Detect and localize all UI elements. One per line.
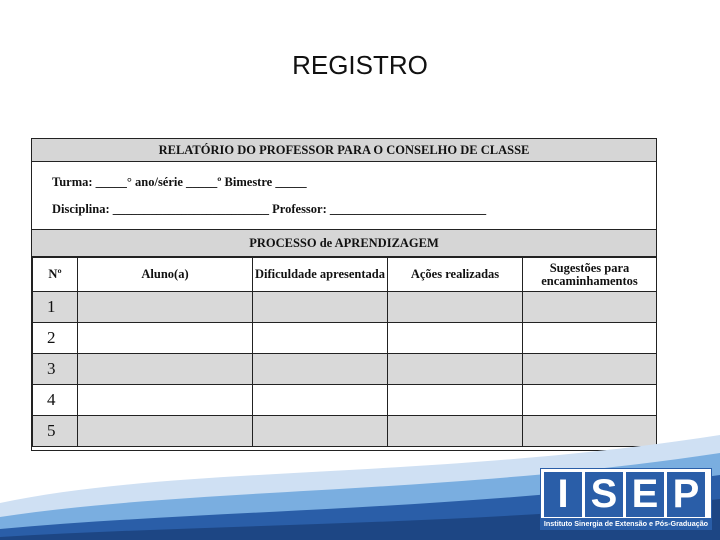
table-row	[33, 292, 657, 323]
actions-cell	[388, 354, 523, 385]
suggestions-cell	[523, 292, 657, 323]
logo-letter: E	[626, 472, 664, 517]
table-row	[33, 385, 657, 416]
learning-process-header: PROCESSO de APRENDIZAGEM	[32, 229, 656, 257]
difficulty-cell	[253, 385, 388, 416]
class-council-report-form	[31, 138, 657, 451]
slide-title: REGISTRO	[292, 50, 428, 80]
actions-cell	[388, 292, 523, 323]
actions-cell	[388, 385, 523, 416]
row-number: 5	[33, 416, 78, 447]
student-cell	[78, 292, 253, 323]
form-header: RELATÓRIO DO PROFESSOR PARA O CONSELHO DE CLASSE	[32, 139, 656, 162]
suggestions-cell	[523, 323, 657, 354]
column-header-suggestions: Sugestões para encaminhamentos	[523, 258, 657, 292]
column-header-student: Aluno(a)	[78, 258, 253, 292]
row-number: 2	[33, 323, 78, 354]
class-info-line: Turma: _____° ano/série _____º Bimestre _____	[52, 175, 307, 189]
logo-letter: S	[585, 472, 623, 517]
logo-tagline: Instituto Sinergia de Extensão e Pós-Graduação	[541, 518, 711, 529]
row-number: 4	[33, 385, 78, 416]
difficulty-cell	[253, 292, 388, 323]
table-row	[33, 323, 657, 354]
table-header-row	[33, 258, 657, 292]
column-header-actions: Ações realizadas	[388, 258, 523, 292]
students-table	[32, 257, 657, 447]
row-number: 3	[33, 354, 78, 385]
student-cell	[78, 385, 253, 416]
student-cell	[78, 354, 253, 385]
subject-teacher-line: Disciplina: _________________________ Professor: _________________________	[52, 202, 487, 216]
suggestions-cell	[523, 385, 657, 416]
column-header-number: Nº	[33, 258, 78, 292]
row-number: 1	[33, 292, 78, 323]
table-row	[33, 354, 657, 385]
isep-logo	[540, 468, 712, 530]
difficulty-cell	[253, 323, 388, 354]
student-cell	[78, 323, 253, 354]
column-header-difficulty: Dificuldade apresentada	[253, 258, 388, 292]
suggestions-cell	[523, 354, 657, 385]
logo-letter: I	[544, 472, 582, 517]
actions-cell	[388, 323, 523, 354]
logo-letter: P	[667, 472, 705, 517]
difficulty-cell	[253, 354, 388, 385]
